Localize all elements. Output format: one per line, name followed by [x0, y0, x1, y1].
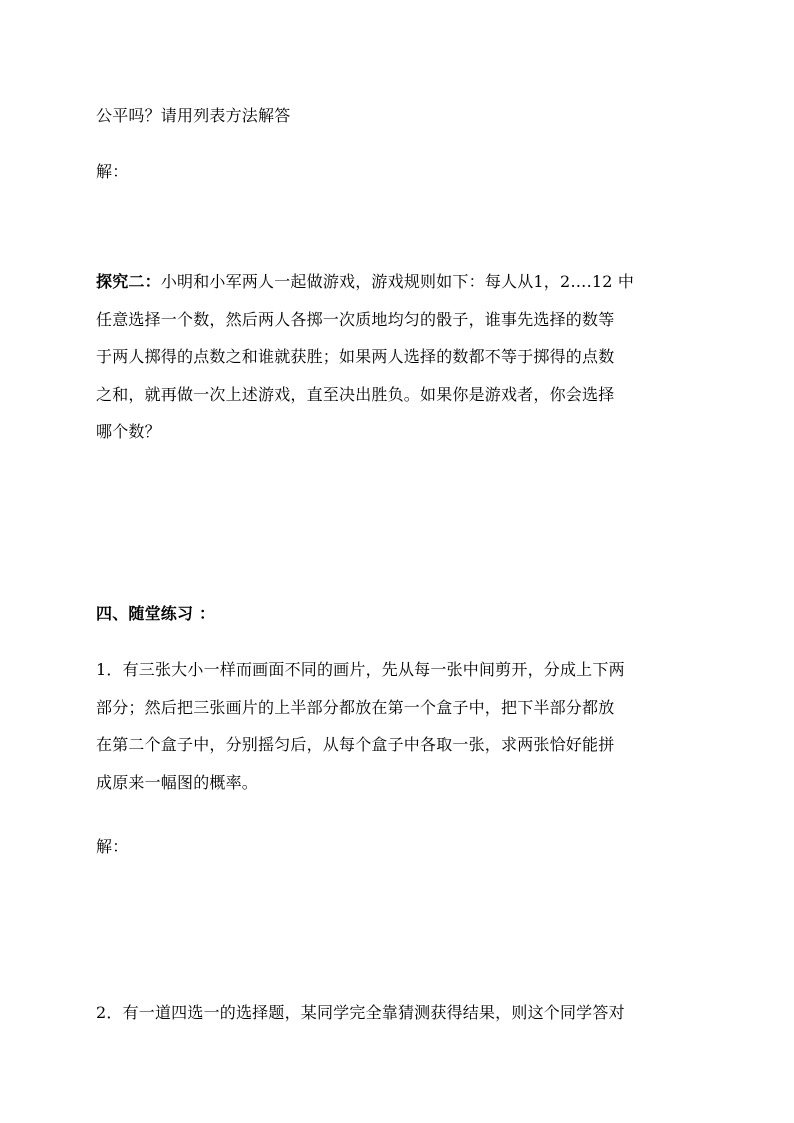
exercise-two-paragraph [96, 1003, 625, 1041]
answer-label: 解： [96, 837, 129, 856]
paragraph-line: 1．有三张大小一样而画面不同的画片，先从每一张中间剪开，分成上下两 [96, 660, 625, 679]
section-title: 四、随堂练习 ： [96, 604, 216, 623]
explore-two-label: 探究二： [96, 272, 161, 291]
explore-two-paragraph [96, 272, 634, 460]
paragraph-line: 部分；然后把三张画片的上半部分都放在第一个盒子中，把下半部分都放 [96, 697, 615, 717]
paragraph-line: 在第二个盒子中，分别摇匀后，从每个盒子中各取一张，求两张恰好能拼 [96, 735, 615, 754]
paragraph-line: 之和，就再做一次上述游戏，直至决出胜负。如果你是游戏者，你会选择 [96, 384, 615, 404]
paragraph-line: 任意选择一个数，然后两人各掷一次质地均匀的骰子，谁事先选择的数等 [96, 309, 615, 329]
answer-label: 解： [96, 162, 129, 181]
paragraph-line: 哪个数？ [96, 422, 161, 441]
question-tail-text: 公平吗？请用列表方法解答 [96, 106, 291, 125]
paragraph-line: 于两人掷得的点数之和谁就获胜；如果两人选择的数都不等于掷得的点数 [96, 347, 615, 366]
paragraph-line: 探究二：小明和小军两人一起做游戏，游戏规则如下：每人从1，2….12 中 [96, 272, 635, 291]
paragraph-line: 成原来一幅图的概率。 [96, 772, 259, 792]
exercise-one-paragraph [96, 660, 625, 810]
paragraph-line: 2．有一道四选一的选择题，某同学完全靠猜测获得结果，则这个同学答对 [96, 1003, 625, 1022]
